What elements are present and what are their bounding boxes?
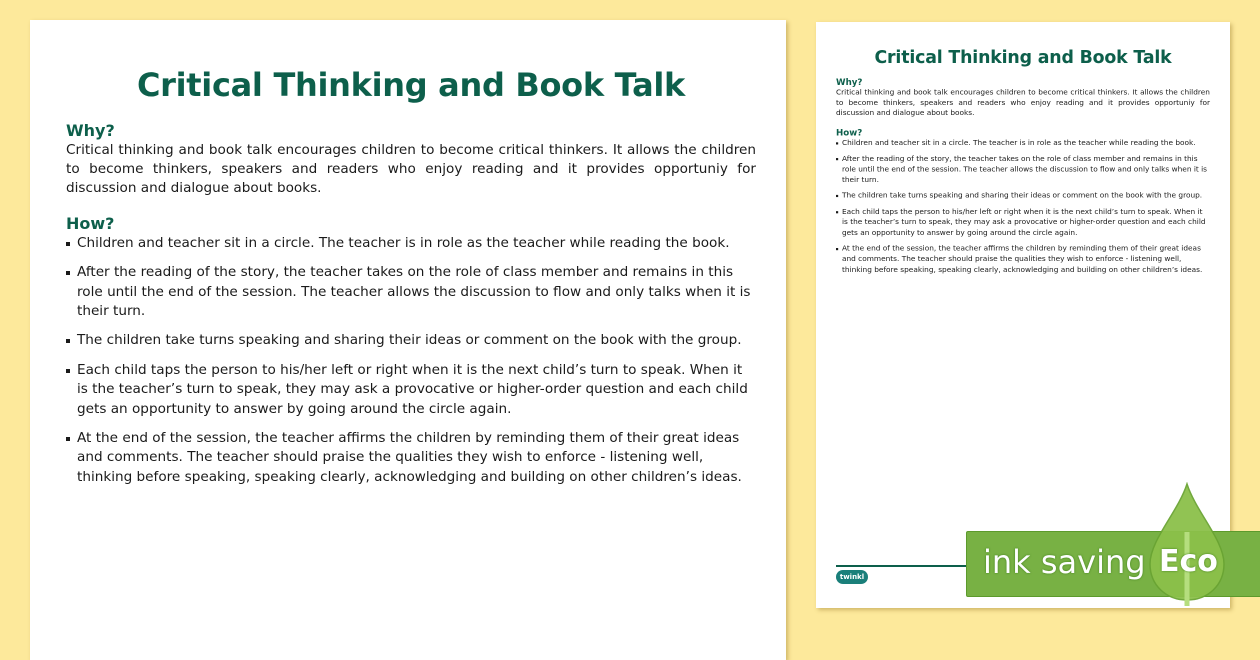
- list-item: At the end of the session, the teacher affirms the children by reminding them of their great ideas and comments. The teacher should praise the qualities they wish to enforce - listening well, thinking before speaking, speaking clearly, acknowledging and building on other children’s ideas.: [66, 429, 756, 487]
- how-list: [66, 234, 756, 487]
- document-title: Critical Thinking and Book Talk: [874, 46, 1172, 68]
- document-title: Critical Thinking and Book Talk: [136, 66, 686, 104]
- list-item: Each child taps the person to his/her left or right when it is the next child’s turn to speak. When it is the teacher’s turn to speak, they may ask a provocative or higher-order question and each child gets an opportunity to answer by going around the circle again.: [66, 361, 756, 419]
- list-item: The children take turns speaking and sharing their ideas or comment on the book with the group.: [836, 191, 1210, 201]
- list-item: After the reading of the story, the teacher takes on the role of class member and remains in this role until the end of the session. The teacher allows the discussion to flow and only talks when it is their turn.: [836, 154, 1210, 185]
- document-content: [836, 22, 1210, 281]
- list-item: The children take turns speaking and sharing their ideas or comment on the book with the group.: [66, 331, 756, 350]
- why-heading: Why?: [836, 76, 863, 88]
- twinkl-logo: twinkl: [836, 570, 868, 584]
- list-item: After the reading of the story, the teacher takes on the role of class member and remains in this role until the end of the session. The teacher allows the discussion to flow and only talks when it is their turn.: [66, 263, 756, 321]
- document-preview-large: [30, 20, 786, 660]
- why-text: Critical thinking and book talk encourages children to become critical thinkers. It allows the children to become thinkers, speakers and readers who enjoy reading and it provides opportuniy for discussion and dialogue about books.: [836, 88, 1210, 118]
- why-text: Critical thinking and book talk encourages children to become critical thinkers. It allows the children to become thinkers, speakers and readers who enjoy reading and it provides opportuniy for discussion and dialogue about books.: [66, 142, 756, 197]
- why-heading: Why?: [66, 121, 115, 140]
- how-heading: How?: [66, 213, 115, 233]
- list-item: At the end of the session, the teacher affirms the children by reminding them of their great ideas and comments. The teacher should praise the qualities they wish to enforce - listening well, thinking before speaking, speaking clearly, acknowledging and building on other children’s ideas.: [836, 244, 1210, 275]
- list-item: Children and teacher sit in a circle. The teacher is in role as the teacher while reading the book.: [66, 234, 756, 253]
- how-heading: How?: [836, 126, 863, 138]
- eco-label: Eco: [1159, 544, 1218, 579]
- document-content: [66, 20, 756, 497]
- ink-saving-label: ink saving: [983, 543, 1146, 581]
- list-item: Each child taps the person to his/her left or right when it is the next child’s turn to speak. When it is the teacher’s turn to speak, they may ask a provocative or higher-order question and each child gets an opportunity to answer by going around the circle again.: [836, 207, 1210, 238]
- how-list: [836, 138, 1210, 275]
- list-item: Children and teacher sit in a circle. The teacher is in role as the teacher while reading the book.: [836, 138, 1210, 148]
- footer-divider: [836, 565, 986, 567]
